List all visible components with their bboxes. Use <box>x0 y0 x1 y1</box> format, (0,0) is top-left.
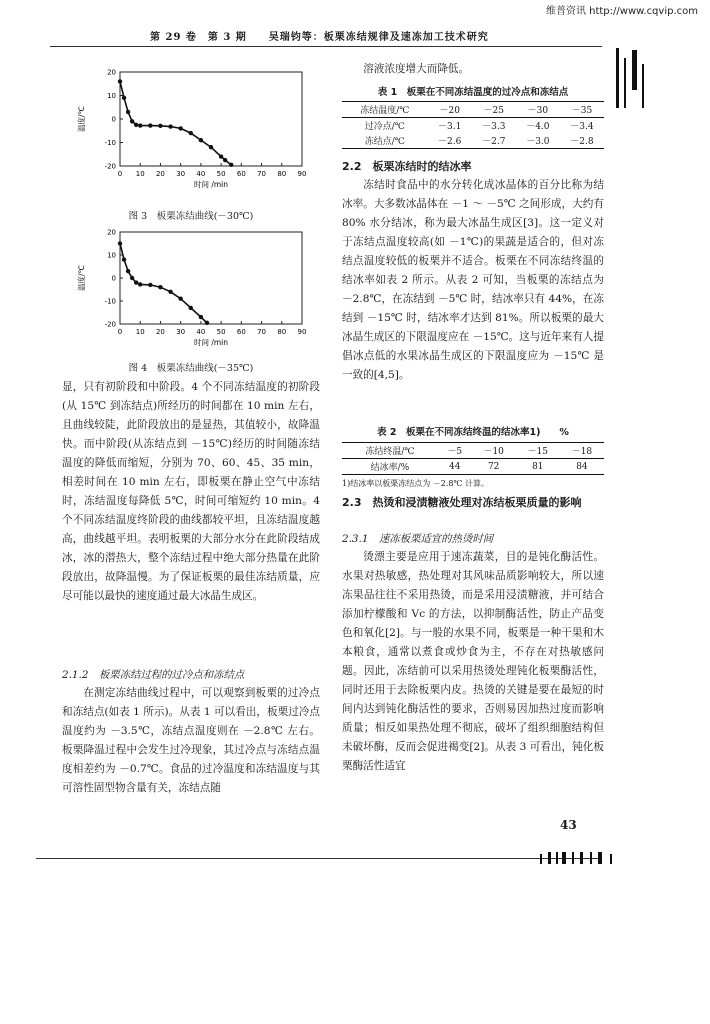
data-point <box>178 126 182 130</box>
table-row <box>342 102 604 118</box>
x-axis-label: 时间 /min <box>193 180 229 189</box>
data-point <box>130 119 134 123</box>
table-cell: －2.7 <box>482 137 506 147</box>
table-cell: －5 <box>438 443 472 459</box>
table-cell: －2.8 <box>570 137 594 147</box>
x-tick-label: 30 <box>176 170 186 178</box>
table-cell: 81 <box>532 461 544 472</box>
data-point <box>126 110 130 114</box>
data-point <box>209 145 213 149</box>
figure-4-svg <box>70 226 310 354</box>
y-tick-label: 20 <box>107 228 116 237</box>
table-cell: －3.4 <box>570 122 594 132</box>
x-tick-label: 20 <box>155 170 165 178</box>
section-2-2-heading: 2.2 板栗冻结时的结冰率 <box>342 160 472 173</box>
data-point <box>122 96 126 100</box>
table-2-caption: 表 2 板栗在不同冻结终温的结冰率1) % <box>377 427 569 438</box>
x-tick-label: 60 <box>236 170 246 178</box>
data-point <box>229 163 233 167</box>
y-tick-label: 10 <box>107 251 116 260</box>
data-point <box>118 241 122 245</box>
data-point <box>148 123 152 127</box>
figure-3-chart <box>70 66 310 196</box>
table-row <box>342 459 604 475</box>
data-point <box>158 124 162 128</box>
x-tick-label: 80 <box>277 170 287 178</box>
data-point <box>199 315 203 319</box>
y-tick-label: -20 <box>104 162 116 171</box>
section-2-1-2-heading: 2.1.2 板栗冻结过程的过冷点和冻结点 <box>62 669 245 681</box>
table-cell: －18 <box>560 443 604 459</box>
section-2-3-heading: 2.3 热烫和浸渍糖液处理对冻结板栗质量的影响 <box>342 496 582 509</box>
plot-frame <box>120 72 302 166</box>
x-tick-label: 90 <box>297 170 307 178</box>
header-rule <box>50 46 602 47</box>
series-line <box>120 244 207 323</box>
table-cell: －35 <box>560 102 604 118</box>
table-cell: －20 <box>428 102 472 118</box>
data-point <box>168 290 172 294</box>
table-cell: 冻结终温/℃ <box>342 443 438 459</box>
plot-frame <box>120 232 302 324</box>
x-tick-label: 10 <box>135 328 145 336</box>
data-point <box>130 276 134 280</box>
table-2 <box>342 442 604 475</box>
figure-3-caption: 图 3 板栗冻结曲线(－30℃) <box>128 211 254 222</box>
y-axis-label: 温度/℃ <box>77 265 86 291</box>
data-point <box>205 321 209 325</box>
table-cell: －30 <box>516 102 560 118</box>
table-cell: 44 <box>449 461 461 472</box>
data-point <box>134 280 138 284</box>
table-1-caption: 表 1 板栗在不同冻结温度的过冷点和冻结点 <box>377 87 569 98</box>
table-cell: －3.1 <box>438 122 462 132</box>
x-tick-label: 90 <box>297 328 307 336</box>
data-point <box>134 123 138 127</box>
data-point <box>189 131 193 135</box>
figure-3-svg <box>70 66 310 196</box>
y-tick-label: 0 <box>111 274 116 283</box>
x-tick-label: 40 <box>196 328 206 336</box>
x-tick-label: 20 <box>155 328 165 336</box>
table-cell: －25 <box>472 102 516 118</box>
x-tick-label: 80 <box>277 328 287 336</box>
y-tick-label: -10 <box>104 139 116 147</box>
data-point <box>219 154 223 158</box>
data-point <box>178 297 182 301</box>
table-1-grid <box>342 101 604 149</box>
y-tick-label: 0 <box>111 115 116 124</box>
table-1 <box>342 101 604 149</box>
right-paragraph-2: 烫漂主要是应用于速冻蔬菜，目的是钝化酶活性。水果对热敏感，热处理对其风味品质影响较大，所以速冻果品往往不采用热烫，而是采用浸渍糖液，并可结合添加柠檬酸和 Vc 的方法，以抑制酶活性，防止产品变色和氧化[2]。与一般的水果不同，板栗是一种干果和木本粮食，通常以煮食或炒食为主，不存在对热敏感问题。因此，冻结前可以采用热烫处理钝化板栗酶活性，同时还用于去除板栗内皮。热烫的关键是要在最短的时间内达到钝化酶活性的要求，否则易因加热过度而影响质量；相反如果热处理不彻底，破坏了组织细胞结构但未破坏酶，反而会促进褐变[2]。从表 3 可看出，钝化板栗酶活性适宜 <box>342 551 604 772</box>
left-paragraph-1: 显，只有初阶段和中阶段。4 个不同冻结温度的初阶段(从 15℃ 到冻结点)所经历的时间都在 10 min 左右，且曲线较陡，此阶段放出的是显热，其值较小，故降温快。而中阶段(从冻结点到 －15℃)经历的时间随冻结温度的降低而缩短，分别为 70、60、45、35 min，相差时间在 10 min 左右，即板栗在静止空气中冻结时，冻结温度每降低 5℃，时间可缩短约 10 min。4 个不同冻结温度终阶段的曲线都较平坦，且冻结温度越高，曲线越平坦。表明板栗的大部分水分在此阶段结成冰，冰的潜热大，整个冻结过程中绝大部分热量在此阶段放出，故降温慢。为了保证板栗的最佳冻结质量，应尽可能以最快的速度通过最大冰晶生成区。 <box>62 381 320 602</box>
x-tick-label: 50 <box>216 170 226 178</box>
table-row <box>342 133 604 149</box>
scan-artifact <box>614 40 654 120</box>
x-tick-label: 30 <box>176 328 186 336</box>
data-point <box>223 158 227 162</box>
table-cell: －3.3 <box>482 122 506 132</box>
x-tick-label: 60 <box>236 328 246 336</box>
footer-scan-artifact <box>540 852 630 866</box>
table-row <box>342 118 604 134</box>
y-tick-label: 10 <box>107 92 116 100</box>
data-point <box>126 269 130 273</box>
table-cell: 结冰率/% <box>370 463 410 473</box>
data-point <box>168 124 172 128</box>
table-2-footnote: 1)结冰率以板栗冻结点为 －2.8℃ 计算。 <box>342 479 489 488</box>
x-tick-label: 10 <box>135 170 145 178</box>
data-point <box>138 282 142 286</box>
x-axis-label: 时间 /min <box>193 338 229 347</box>
table-cell: －4.0 <box>526 122 550 132</box>
table-cell: －2.6 <box>438 137 462 147</box>
table-row <box>342 443 604 459</box>
data-point <box>199 138 203 142</box>
table-cell: 过冷点/℃ <box>364 122 405 132</box>
data-point <box>118 79 122 83</box>
site-watermark[interactable]: 维普资讯 http://www.cqvip.com <box>545 6 698 17</box>
data-point <box>189 306 193 310</box>
x-tick-label: 0 <box>117 170 123 178</box>
data-point <box>138 123 142 127</box>
data-point <box>158 285 162 289</box>
x-tick-label: 70 <box>257 170 267 178</box>
left-paragraph-2: 在测定冻结曲线过程中，可以观察到板栗的过冷点和冻结点(如表 1 所示)。从表 1 可以看出，板栗过冷点温度约为 －3.5℃，冻结点温度则在 －2.8℃ 左右。板栗降温过程中会发生过冷现象，其过冷点与冻结点温度相差约为 －0.7℃。食品的过冷温度和冻结温度与其可溶性固型物含量有关，冻结点随 <box>62 687 320 794</box>
x-tick-label: 0 <box>117 328 123 336</box>
table-cell: 84 <box>576 461 588 472</box>
x-tick-label: 50 <box>216 328 226 336</box>
section-2-3-1-heading: 2.3.1 速冻板栗适宜的热烫时间 <box>342 533 494 545</box>
right-paragraph-0: 溶液浓度增大而降低。 <box>363 63 470 75</box>
running-header: 第 29 卷 第 3 期 吴瑞钧等：板栗冻结规律及速冻加工技术研究 <box>150 32 489 43</box>
table-cell: －15 <box>516 443 560 459</box>
table-cell: －3.0 <box>526 137 550 147</box>
table-cell: 冻结温度/℃ <box>342 102 428 118</box>
table-cell: －10 <box>472 443 516 459</box>
y-tick-label: -10 <box>104 297 116 306</box>
data-point <box>148 283 152 287</box>
table-cell: 72 <box>487 461 500 472</box>
table-cell: 冻结点/℃ <box>364 137 405 147</box>
right-paragraph-1: 冻结时食品中的水分转化成冰晶体的百分比称为结冰率。大多数冰晶体在 －1 ～ －5℃ 之间形成，大约有 80% 水分结冰，称为最大冰晶生成区[3]。这一定义对于冻结点温度较高(如 －1℃)的果蔬是适合的，但对冻结点温度较低的板栗并不适合。板栗在不同冻结终温的结冰率如表 2 所示。从表 2 可知，当板栗的冻结点为 －2.8℃，在冻结到 －5℃ 时，结冰率只有 44%，在冻结到 －15℃ 时，结冰率才达到 81%。所以板栗的最大冰晶生成区的下限温度应在 －15℃。这与近年来有人提倡冰点低的水果冰晶生成区的下限温度应为 －15℃ 是一致的[4,5]。 <box>342 179 604 381</box>
x-tick-label: 70 <box>257 328 267 336</box>
data-point <box>122 257 126 261</box>
y-tick-label: 20 <box>107 68 116 77</box>
footer-rule <box>36 858 602 859</box>
figure-4-caption: 图 4 板栗冻结曲线(－35℃) <box>128 363 254 374</box>
x-tick-label: 40 <box>196 170 206 178</box>
figure-4-chart <box>70 226 310 354</box>
table-2-grid <box>342 442 604 475</box>
page-number: 43 <box>560 818 577 832</box>
y-tick-label: -20 <box>104 320 116 329</box>
y-axis-label: 温度/℃ <box>77 106 86 132</box>
